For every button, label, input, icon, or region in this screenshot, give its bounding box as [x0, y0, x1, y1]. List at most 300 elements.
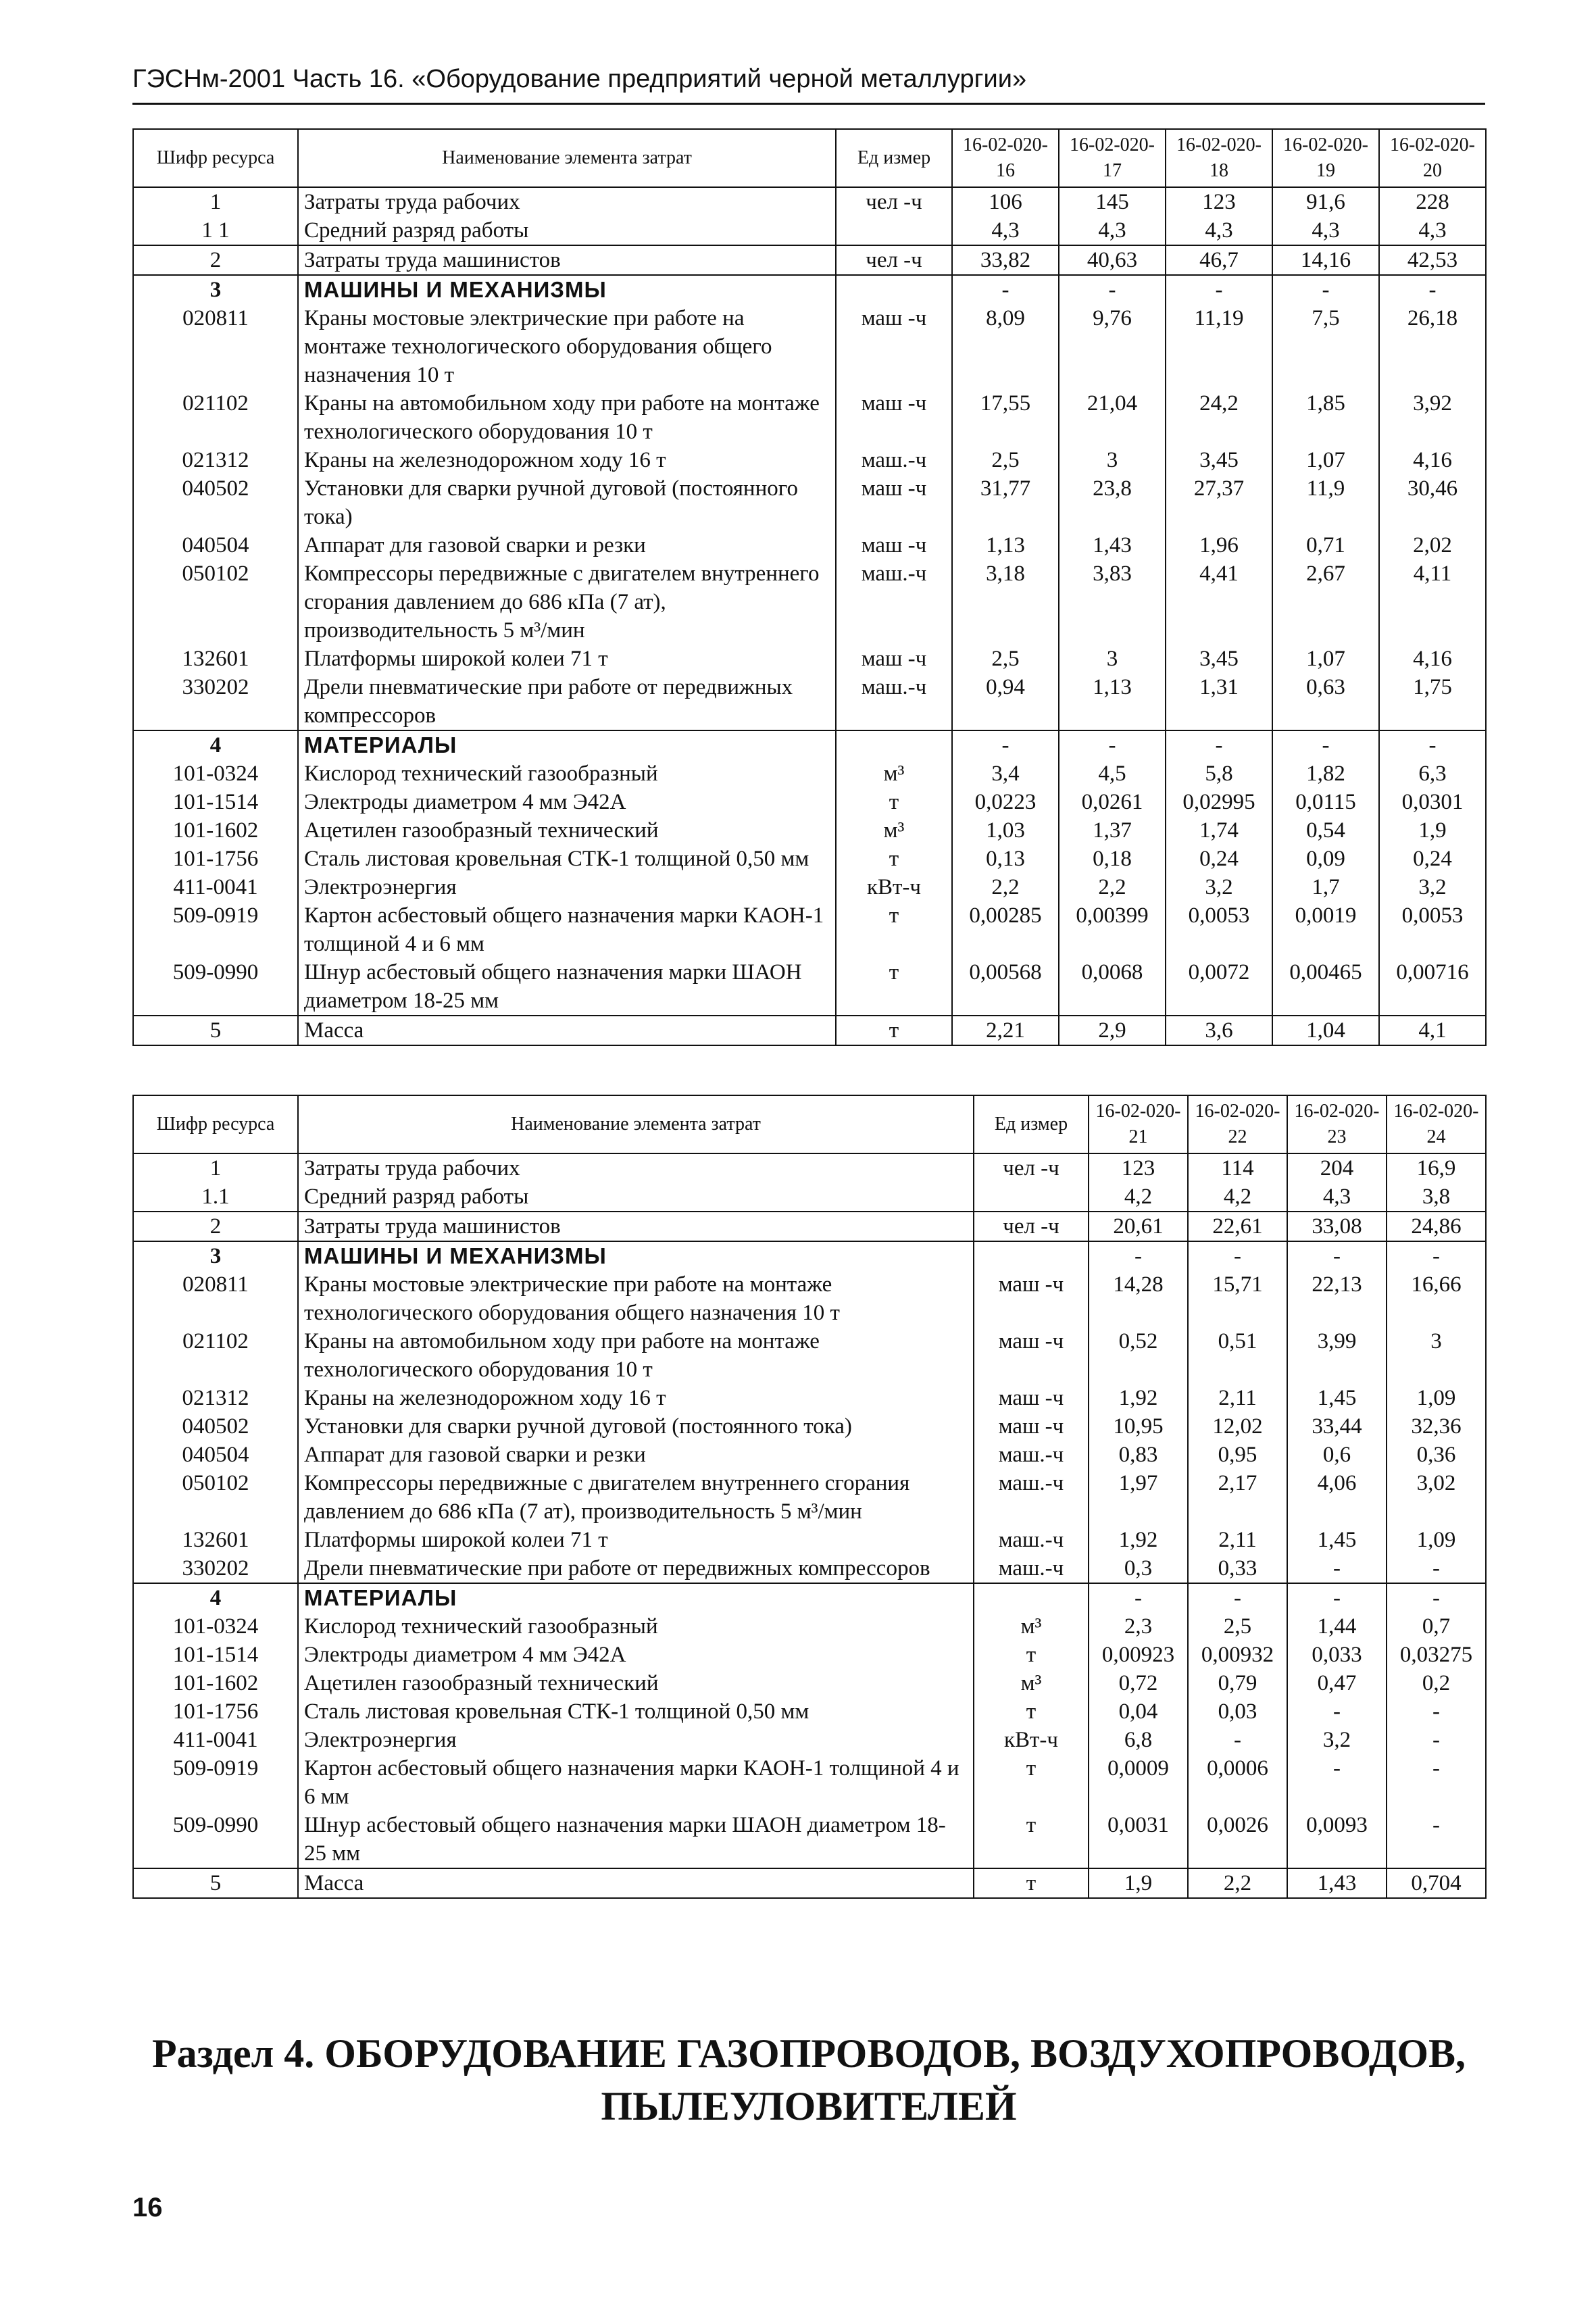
value-cell: 1,97 — [1089, 1469, 1188, 1526]
table-row — [133, 1412, 1486, 1441]
cost-element-name: Компрессоры передвижные с двигателем внутреннего сгорания давлением до 686 кПа (7 ат), производительность 5 м³/мин — [298, 1469, 974, 1526]
value-cell: 22,13 — [1287, 1270, 1387, 1327]
table-row — [133, 1327, 1486, 1384]
cost-element-name: Средний разряд работы — [298, 1183, 974, 1212]
value-cell: 2,3 — [1089, 1612, 1188, 1641]
table-row — [133, 531, 1486, 559]
resource-code: 101-0324 — [133, 1612, 298, 1641]
value-cell: 1,44 — [1287, 1612, 1387, 1641]
value-cell: 1,13 — [952, 531, 1059, 559]
value-cell: 1,07 — [1272, 446, 1379, 474]
value-cell: 2,9 — [1059, 1016, 1166, 1045]
value-cell: 106 — [952, 187, 1059, 216]
value-cell: 11,19 — [1166, 304, 1272, 389]
table-row — [133, 788, 1486, 816]
cost-element-name: Электроэнергия — [298, 1726, 974, 1754]
value-cell: 114 — [1188, 1153, 1287, 1183]
resource-code: 1.1 — [133, 1183, 298, 1212]
cost-element-name: Аппарат для газовой сварки и резки — [298, 531, 836, 559]
table-row — [133, 1697, 1486, 1726]
value-cell: 1,04 — [1272, 1016, 1379, 1045]
value-cell: - — [1059, 730, 1166, 760]
table-row — [133, 730, 1486, 760]
table-header-row — [133, 129, 1486, 187]
unit-cell: м³ — [836, 816, 952, 845]
value-cell: 0,02995 — [1166, 788, 1272, 816]
value-cell: 1,43 — [1287, 1868, 1387, 1898]
value-cell: 4,3 — [1287, 1183, 1387, 1212]
resource-code: 101-1756 — [133, 1697, 298, 1726]
resource-code: 040502 — [133, 474, 298, 531]
value-cell: 4,5 — [1059, 760, 1166, 788]
unit-cell: маш -ч — [974, 1270, 1089, 1327]
unit-cell — [836, 730, 952, 760]
unit-cell: маш -ч — [836, 474, 952, 531]
value-cell: 1,75 — [1379, 673, 1486, 730]
column-header: 16-02-020-19 — [1272, 129, 1379, 187]
unit-cell: т — [974, 1754, 1089, 1811]
value-cell: 0,00568 — [952, 958, 1059, 1016]
value-cell: - — [1287, 1554, 1387, 1583]
cost-element-name: Сталь листовая кровельная СТК-1 толщиной 0,50 мм — [298, 1697, 974, 1726]
table-row — [133, 1583, 1486, 1612]
value-cell: 0,0031 — [1089, 1811, 1188, 1868]
unit-cell: маш.-ч — [836, 559, 952, 645]
value-cell: 1,96 — [1166, 531, 1272, 559]
value-cell: 1,13 — [1059, 673, 1166, 730]
value-cell: 0,47 — [1287, 1669, 1387, 1697]
cost-element-name: Платформы широкой колеи 71 т — [298, 1526, 974, 1554]
table-row — [133, 187, 1486, 216]
table-row — [133, 1754, 1486, 1811]
value-cell: 0,03 — [1188, 1697, 1287, 1726]
column-header: 16-02-020-24 — [1387, 1095, 1486, 1153]
value-cell: 11,9 — [1272, 474, 1379, 531]
cost-element-name: Картон асбестовый общего назначения марки КАОН-1 толщиной 4 и 6 мм — [298, 1754, 974, 1811]
resource-code: 020811 — [133, 304, 298, 389]
table-row — [133, 1612, 1486, 1641]
table-row — [133, 1669, 1486, 1697]
value-cell: 0,0115 — [1272, 788, 1379, 816]
value-cell: 0,00465 — [1272, 958, 1379, 1016]
value-cell: 1,09 — [1387, 1384, 1486, 1412]
unit-cell: чел -ч — [974, 1212, 1089, 1241]
resource-code: 5 — [133, 1868, 298, 1898]
value-cell: 3,92 — [1379, 389, 1486, 446]
value-cell: 0,00399 — [1059, 901, 1166, 958]
value-cell: - — [1387, 1697, 1486, 1726]
value-cell: - — [1387, 1241, 1486, 1270]
resource-table-2 — [132, 1095, 1487, 1899]
value-cell: 14,28 — [1089, 1270, 1188, 1327]
cost-element-name: Электроды диаметром 4 мм Э42А — [298, 1641, 974, 1669]
value-cell: 0,3 — [1089, 1554, 1188, 1583]
value-cell: - — [1387, 1726, 1486, 1754]
value-cell: 16,9 — [1387, 1153, 1486, 1183]
unit-cell: м³ — [836, 760, 952, 788]
cost-element-name: МАТЕРИАЛЫ — [298, 1583, 974, 1612]
value-cell: 4,2 — [1089, 1183, 1188, 1212]
cost-element-name: Кислород технический газообразный — [298, 760, 836, 788]
value-cell: 7,5 — [1272, 304, 1379, 389]
column-header: Наименование элемента затрат — [298, 129, 836, 187]
value-cell: 2,2 — [952, 873, 1059, 901]
value-cell: 9,76 — [1059, 304, 1166, 389]
page-number: 16 — [132, 2193, 163, 2222]
resource-code: 1 — [133, 1153, 298, 1183]
resource-code: 021102 — [133, 1327, 298, 1384]
value-cell: - — [1387, 1583, 1486, 1612]
column-header: 16-02-020-20 — [1379, 129, 1486, 187]
value-cell: 16,66 — [1387, 1270, 1486, 1327]
value-cell: 17,55 — [952, 389, 1059, 446]
column-header: Ед измер — [974, 1095, 1089, 1153]
cost-element-name: Краны на железнодорожном ходу 16 т — [298, 446, 836, 474]
value-cell: 21,04 — [1059, 389, 1166, 446]
table-row — [133, 1441, 1486, 1469]
resource-code: 1 1 — [133, 216, 298, 245]
value-cell: 0,83 — [1089, 1441, 1188, 1469]
value-cell: 0,54 — [1272, 816, 1379, 845]
value-cell: 3,02 — [1387, 1469, 1486, 1526]
value-cell: 3,8 — [1387, 1183, 1486, 1212]
unit-cell: маш -ч — [974, 1412, 1089, 1441]
cost-element-name: Установки для сварки ручной дуговой (постоянного тока) — [298, 1412, 974, 1441]
unit-cell — [974, 1583, 1089, 1612]
table-row — [133, 816, 1486, 845]
resource-code: 4 — [133, 1583, 298, 1612]
value-cell: 27,37 — [1166, 474, 1272, 531]
value-cell: 4,3 — [1166, 216, 1272, 245]
value-cell: 0,36 — [1387, 1441, 1486, 1469]
value-cell: - — [1379, 275, 1486, 304]
table-row — [133, 845, 1486, 873]
cost-element-name: Ацетилен газообразный технический — [298, 1669, 974, 1697]
table-row — [133, 1183, 1486, 1212]
value-cell: - — [1166, 275, 1272, 304]
cost-element-name: Краны на автомобильном ходу при работе на монтаже технологического оборудования 10 т — [298, 389, 836, 446]
value-cell: - — [1166, 730, 1272, 760]
resource-code: 101-1602 — [133, 816, 298, 845]
cost-element-name: Кислород технический газообразный — [298, 1612, 974, 1641]
resource-code: 050102 — [133, 1469, 298, 1526]
section-title: Раздел 4. ОБОРУДОВАНИЕ ГАЗОПРОВОДОВ, ВОЗДУХОПРОВОДОВ, ПЫЛЕУЛОВИТЕЛЕЙ — [151, 2031, 1466, 2129]
value-cell: - — [1387, 1754, 1486, 1811]
unit-cell: чел -ч — [836, 187, 952, 216]
value-cell: - — [1287, 1583, 1387, 1612]
table-row — [133, 1016, 1486, 1045]
value-cell: - — [1387, 1554, 1486, 1583]
resource-code: 411-0041 — [133, 873, 298, 901]
value-cell: 1,82 — [1272, 760, 1379, 788]
value-cell: 2,5 — [952, 446, 1059, 474]
value-cell: 15,71 — [1188, 1270, 1287, 1327]
value-cell: 0,04 — [1089, 1697, 1188, 1726]
value-cell: 0,0009 — [1089, 1754, 1188, 1811]
value-cell: 23,8 — [1059, 474, 1166, 531]
value-cell: 1,45 — [1287, 1384, 1387, 1412]
unit-cell: м³ — [974, 1669, 1089, 1697]
table-row — [133, 673, 1486, 730]
table-row — [133, 1469, 1486, 1526]
value-cell: 0,0019 — [1272, 901, 1379, 958]
value-cell: 0,6 — [1287, 1441, 1387, 1469]
value-cell: 0,0093 — [1287, 1811, 1387, 1868]
resource-code: 020811 — [133, 1270, 298, 1327]
value-cell: 0,0026 — [1188, 1811, 1287, 1868]
cost-element-name: Краны мостовые электрические при работе на монтаже технологического оборудования общего назначения 10 т — [298, 1270, 974, 1327]
cost-element-name: Платформы широкой колеи 71 т — [298, 645, 836, 673]
value-cell: 1,7 — [1272, 873, 1379, 901]
value-cell: 2,2 — [1059, 873, 1166, 901]
value-cell: 1,9 — [1379, 816, 1486, 845]
value-cell: 4,3 — [1272, 216, 1379, 245]
unit-cell: чел -ч — [836, 245, 952, 275]
value-cell: - — [1089, 1583, 1188, 1612]
value-cell: 30,46 — [1379, 474, 1486, 531]
value-cell: 2,5 — [1188, 1612, 1287, 1641]
cost-element-name: Масса — [298, 1016, 836, 1045]
resource-code: 411-0041 — [133, 1726, 298, 1754]
value-cell: 0,09 — [1272, 845, 1379, 873]
column-header: Шифр ресурса — [133, 1095, 298, 1153]
value-cell: 32,36 — [1387, 1412, 1486, 1441]
resource-code: 509-0919 — [133, 901, 298, 958]
unit-cell: т — [836, 788, 952, 816]
value-cell: - — [1059, 275, 1166, 304]
cost-element-name: Средний разряд работы — [298, 216, 836, 245]
value-cell: 33,44 — [1287, 1412, 1387, 1441]
value-cell: - — [952, 730, 1059, 760]
resource-code: 101-1602 — [133, 1669, 298, 1697]
header-rule — [132, 103, 1485, 105]
unit-cell: маш -ч — [836, 389, 952, 446]
unit-cell: т — [974, 1811, 1089, 1868]
cost-element-name: Ацетилен газообразный технический — [298, 816, 836, 845]
table-row — [133, 216, 1486, 245]
resource-code: 101-1514 — [133, 1641, 298, 1669]
resource-code: 101-1514 — [133, 788, 298, 816]
value-cell: 0,0261 — [1059, 788, 1166, 816]
page-header: ГЭСНм-2001 Часть 16. «Оборудование предприятий черной металлургии» — [132, 65, 1027, 93]
value-cell: 123 — [1089, 1153, 1188, 1183]
value-cell: 3,99 — [1287, 1327, 1387, 1384]
value-cell: 3,4 — [952, 760, 1059, 788]
resource-table-1 — [132, 128, 1487, 1046]
value-cell: 12,02 — [1188, 1412, 1287, 1441]
value-cell: - — [1287, 1697, 1387, 1726]
value-cell: 2,17 — [1188, 1469, 1287, 1526]
cost-element-name: Электроды диаметром 4 мм Э42А — [298, 788, 836, 816]
value-cell: - — [1188, 1583, 1287, 1612]
cost-element-name: Краны мостовые электрические при работе на монтаже технологического оборудования общего назначения 10 т — [298, 304, 836, 389]
table-row — [133, 1270, 1486, 1327]
value-cell: 4,2 — [1188, 1183, 1287, 1212]
value-cell: 5,8 — [1166, 760, 1272, 788]
unit-cell: маш.-ч — [836, 673, 952, 730]
unit-cell: маш -ч — [836, 304, 952, 389]
table-row — [133, 245, 1486, 275]
value-cell: 0,94 — [952, 673, 1059, 730]
value-cell: - — [1188, 1241, 1287, 1270]
cost-element-name: Компрессоры передвижные с двигателем внутреннего сгорания давлением до 686 кПа (7 ат), производительность 5 м³/мин — [298, 559, 836, 645]
cost-element-name: Аппарат для газовой сварки и резки — [298, 1441, 974, 1469]
value-cell: 3,2 — [1287, 1726, 1387, 1754]
cost-element-name: МАТЕРИАЛЫ — [298, 730, 836, 760]
value-cell: - — [1387, 1811, 1486, 1868]
column-header: 16-02-020-23 — [1287, 1095, 1387, 1153]
column-header: Наименование элемента затрат — [298, 1095, 974, 1153]
unit-cell: чел -ч — [974, 1153, 1089, 1183]
value-cell: 8,09 — [952, 304, 1059, 389]
value-cell: 1,43 — [1059, 531, 1166, 559]
value-cell: 3,2 — [1166, 873, 1272, 901]
unit-cell: маш -ч — [974, 1384, 1089, 1412]
value-cell: 3 — [1387, 1327, 1486, 1384]
unit-cell — [836, 216, 952, 245]
resource-code: 330202 — [133, 1554, 298, 1583]
value-cell: 1,37 — [1059, 816, 1166, 845]
resource-code: 132601 — [133, 1526, 298, 1554]
cost-element-name: Затраты труда рабочих — [298, 1153, 974, 1183]
cost-element-name: Затраты труда машинистов — [298, 1212, 974, 1241]
unit-cell: т — [974, 1868, 1089, 1898]
value-cell: 2,02 — [1379, 531, 1486, 559]
column-header: 16-02-020-18 — [1166, 129, 1272, 187]
cost-element-name: Затраты труда машинистов — [298, 245, 836, 275]
value-cell: 3 — [1059, 645, 1166, 673]
value-cell: 46,7 — [1166, 245, 1272, 275]
table-row — [133, 958, 1486, 1016]
table-row — [133, 1868, 1486, 1898]
cost-element-name: МАШИНЫ И МЕХАНИЗМЫ — [298, 275, 836, 304]
unit-cell: маш -ч — [836, 645, 952, 673]
value-cell: 0,51 — [1188, 1327, 1287, 1384]
value-cell: - — [1287, 1241, 1387, 1270]
value-cell: 42,53 — [1379, 245, 1486, 275]
value-cell: 4,1 — [1379, 1016, 1486, 1045]
value-cell: 1,09 — [1387, 1526, 1486, 1554]
value-cell: 0,33 — [1188, 1554, 1287, 1583]
table-row — [133, 275, 1486, 304]
resource-code: 4 — [133, 730, 298, 760]
value-cell: 0,63 — [1272, 673, 1379, 730]
column-header: Шифр ресурса — [133, 129, 298, 187]
value-cell: - — [1188, 1726, 1287, 1754]
value-cell: 1,03 — [952, 816, 1059, 845]
value-cell: - — [952, 275, 1059, 304]
value-cell: 24,86 — [1387, 1212, 1486, 1241]
resource-code: 2 — [133, 245, 298, 275]
table-row — [133, 1153, 1486, 1183]
cost-element-name: Дрели пневматические при работе от передвижных компрессоров — [298, 673, 836, 730]
unit-cell: т — [836, 958, 952, 1016]
table-row — [133, 1212, 1486, 1241]
resource-code: 040502 — [133, 1412, 298, 1441]
value-cell: 4,3 — [952, 216, 1059, 245]
resource-code: 021102 — [133, 389, 298, 446]
value-cell: 40,63 — [1059, 245, 1166, 275]
value-cell: 91,6 — [1272, 187, 1379, 216]
unit-cell: маш -ч — [836, 531, 952, 559]
value-cell: 0,24 — [1166, 845, 1272, 873]
value-cell: 0,0053 — [1166, 901, 1272, 958]
resource-code: 021312 — [133, 446, 298, 474]
column-header: 16-02-020-22 — [1188, 1095, 1287, 1153]
table-row — [133, 1384, 1486, 1412]
value-cell: 3,45 — [1166, 446, 1272, 474]
value-cell: 0,52 — [1089, 1327, 1188, 1384]
resource-code: 040504 — [133, 1441, 298, 1469]
resource-code: 3 — [133, 275, 298, 304]
value-cell: 14,16 — [1272, 245, 1379, 275]
table-row — [133, 389, 1486, 446]
resource-code: 3 — [133, 1241, 298, 1270]
value-cell: 0,24 — [1379, 845, 1486, 873]
unit-cell: маш -ч — [974, 1327, 1089, 1384]
value-cell: 145 — [1059, 187, 1166, 216]
unit-cell: маш.-ч — [974, 1469, 1089, 1526]
value-cell: 0,95 — [1188, 1441, 1287, 1469]
value-cell: 0,0223 — [952, 788, 1059, 816]
value-cell: 228 — [1379, 187, 1486, 216]
value-cell: 0,00923 — [1089, 1641, 1188, 1669]
value-cell: 4,11 — [1379, 559, 1486, 645]
value-cell: 2,21 — [952, 1016, 1059, 1045]
value-cell: 4,16 — [1379, 645, 1486, 673]
value-cell: 1,45 — [1287, 1526, 1387, 1554]
value-cell: 0,0053 — [1379, 901, 1486, 958]
cost-element-name: МАШИНЫ И МЕХАНИЗМЫ — [298, 1241, 974, 1270]
unit-cell: маш.-ч — [974, 1554, 1089, 1583]
table-row — [133, 446, 1486, 474]
value-cell: 0,00285 — [952, 901, 1059, 958]
resource-code: 1 — [133, 187, 298, 216]
table-header-row — [133, 1095, 1486, 1153]
value-cell: 33,82 — [952, 245, 1059, 275]
resource-code: 509-0919 — [133, 1754, 298, 1811]
unit-cell: т — [836, 845, 952, 873]
value-cell: 0,03275 — [1387, 1641, 1486, 1669]
cost-element-name: Масса — [298, 1868, 974, 1898]
cost-element-name: Электроэнергия — [298, 873, 836, 901]
value-cell: 3,45 — [1166, 645, 1272, 673]
value-cell: 1,85 — [1272, 389, 1379, 446]
unit-cell: маш.-ч — [974, 1441, 1089, 1469]
value-cell: 0,0072 — [1166, 958, 1272, 1016]
unit-cell: маш.-ч — [836, 446, 952, 474]
value-cell: 10,95 — [1089, 1412, 1188, 1441]
column-header: Ед измер — [836, 129, 952, 187]
table-row — [133, 559, 1486, 645]
resource-code: 509-0990 — [133, 958, 298, 1016]
value-cell: 4,41 — [1166, 559, 1272, 645]
unit-cell: м³ — [974, 1612, 1089, 1641]
value-cell: 3,2 — [1379, 873, 1486, 901]
value-cell: 0,033 — [1287, 1641, 1387, 1669]
resource-code: 101-0324 — [133, 760, 298, 788]
value-cell: 0,72 — [1089, 1669, 1188, 1697]
resource-code: 5 — [133, 1016, 298, 1045]
value-cell: - — [1272, 275, 1379, 304]
cost-element-name: Краны на железнодорожном ходу 16 т — [298, 1384, 974, 1412]
column-header: 16-02-020-17 — [1059, 129, 1166, 187]
resource-code: 050102 — [133, 559, 298, 645]
value-cell: 0,13 — [952, 845, 1059, 873]
value-cell: 0,2 — [1387, 1669, 1486, 1697]
value-cell: - — [1379, 730, 1486, 760]
value-cell: 31,77 — [952, 474, 1059, 531]
